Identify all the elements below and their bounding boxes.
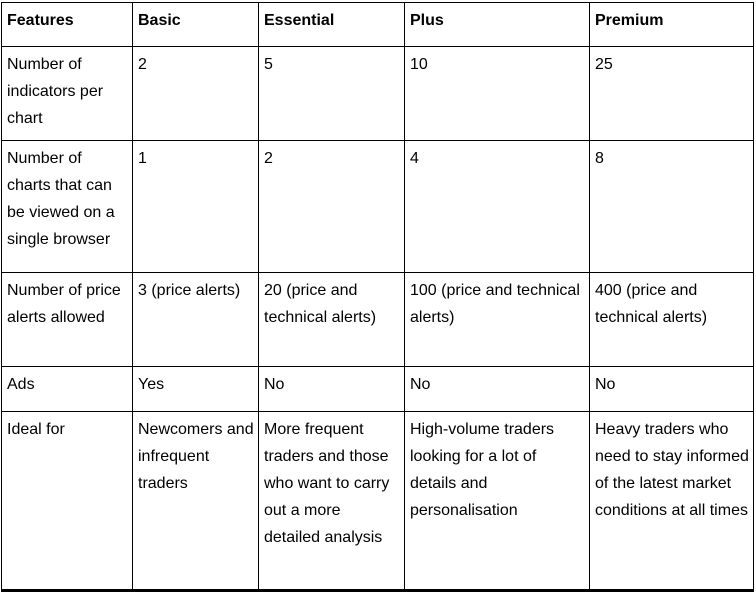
value-cell-basic: 2	[133, 47, 259, 141]
plan-comparison-table	[1, 2, 754, 592]
value-cell-plus: High-volume traders looking for a lot of details and personalisation	[405, 412, 590, 591]
table-row-price-alerts	[2, 273, 754, 367]
column-header-premium: Premium	[590, 3, 754, 47]
value-cell-basic: 3 (price alerts)	[133, 273, 259, 367]
table-row-indicators-per-chart	[2, 47, 754, 141]
table-row-ads	[2, 367, 754, 412]
feature-name-cell: Ads	[2, 367, 133, 412]
value-cell-premium: No	[590, 367, 754, 412]
value-cell-plus: 4	[405, 141, 590, 273]
column-header-essential: Essential	[259, 3, 405, 47]
table-row-charts-per-browser	[2, 141, 754, 273]
value-cell-plus: 10	[405, 47, 590, 141]
table-header-row	[2, 3, 754, 47]
feature-name-cell: Number of indicators per chart	[2, 47, 133, 141]
value-cell-essential: 5	[259, 47, 405, 141]
value-cell-plus: 100 (price and technical alerts)	[405, 273, 590, 367]
value-cell-basic: Newcomers and infrequent traders	[133, 412, 259, 591]
value-cell-essential: 2	[259, 141, 405, 273]
column-header-basic: Basic	[133, 3, 259, 47]
feature-name-cell: Ideal for	[2, 412, 133, 591]
value-cell-essential: More frequent traders and those who want to carry out a more detailed analysis	[259, 412, 405, 591]
value-cell-premium: Heavy traders who need to stay informed of the latest market conditions at all times	[590, 412, 754, 591]
value-cell-basic: Yes	[133, 367, 259, 412]
feature-name-cell: Number of charts that can be viewed on a single browser	[2, 141, 133, 273]
value-cell-premium: 8	[590, 141, 754, 273]
value-cell-premium: 400 (price and technical alerts)	[590, 273, 754, 367]
value-cell-plus: No	[405, 367, 590, 412]
table-row-ideal-for	[2, 412, 754, 591]
feature-name-cell: Number of price alerts allowed	[2, 273, 133, 367]
column-header-features: Features	[2, 3, 133, 47]
value-cell-premium: 25	[590, 47, 754, 141]
value-cell-essential: 20 (price and technical alerts)	[259, 273, 405, 367]
value-cell-basic: 1	[133, 141, 259, 273]
column-header-plus: Plus	[405, 3, 590, 47]
value-cell-essential: No	[259, 367, 405, 412]
